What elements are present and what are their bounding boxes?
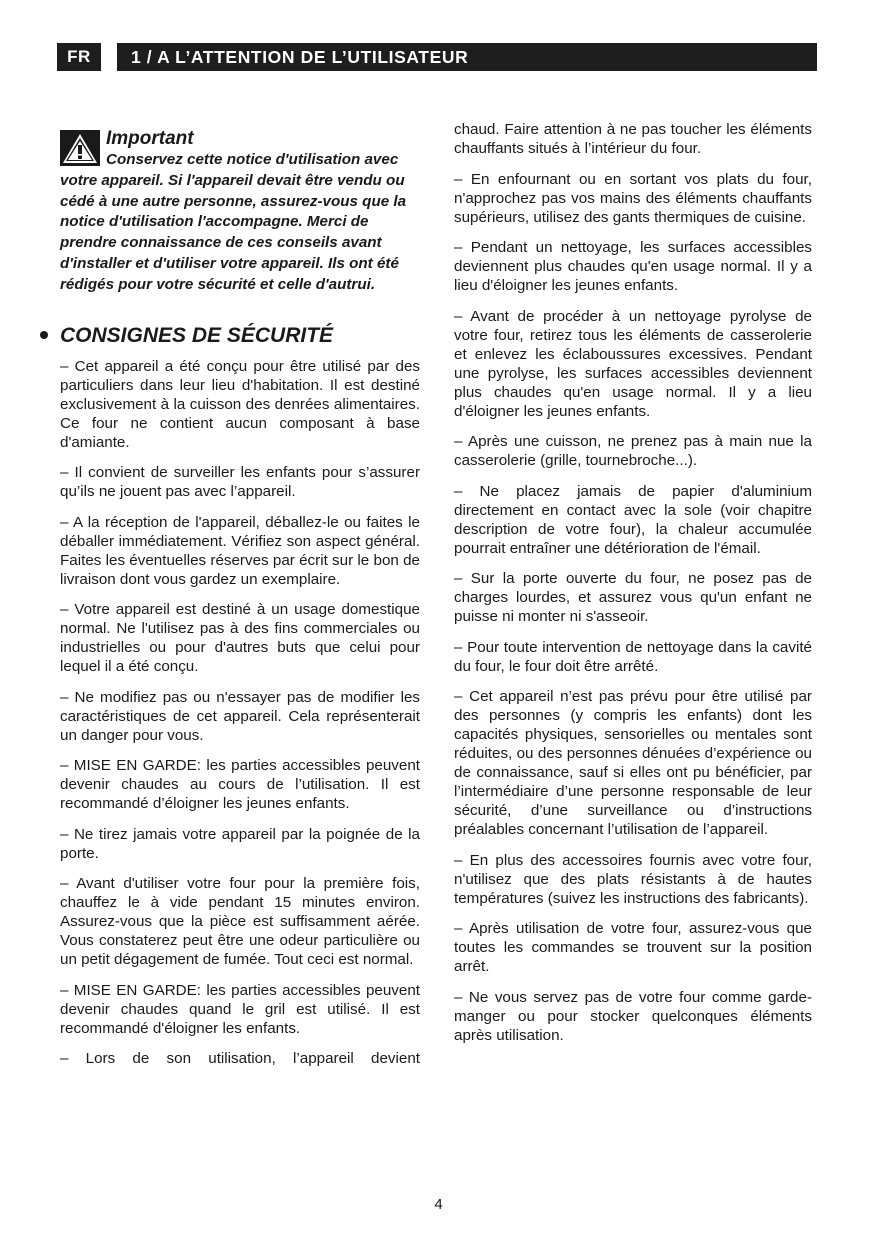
bullet-icon — [40, 331, 48, 339]
paragraph: – A la réception de l'appareil, déballez-le ou faites le déballer immédiatement. Vérifiez son aspect général. Faites les éventuelles réserves par écrit sur le bon de livraison dont vous gardez un exemplaire. — [60, 513, 420, 588]
paragraph: – MISE EN GARDE: les parties accessibles peuvent devenir chaudes quand le gril est utilisé. Il est recommandé d'éloigner les enfants. — [60, 981, 420, 1037]
paragraph: – Cet appareil a été conçu pour être utilisé par des particuliers dans leur lieu d'habitation. Il est destiné exclusivement à la cuisson des denrées alimentaires. Ce four ne contient aucun composant à base d'amiante. — [60, 357, 420, 451]
paragraph: – Ne tirez jamais votre appareil par la poignée de la porte. — [60, 825, 420, 862]
section-title — [40, 323, 420, 347]
paragraph: – Après une cuisson, ne prenez pas à main nue la casserolerie (grille, tournebroche...). — [454, 433, 812, 469]
paragraph: – Avant de procéder à un nettoyage pyrolyse de votre four, retirez tous les éléments de casserolerie et enlevez les éclaboussures excessives. Pendant une pyrolyse, les surfaces accessibles deviennent plus chaudes qu'en usage normal. Il y a lieu d'éloigner les jeunes enfants. — [454, 307, 812, 420]
paragraph: chaud. Faire attention à ne pas toucher les éléments chauffants situés à l’intérieur du four. — [454, 121, 812, 157]
left-paragraphs — [60, 357, 420, 1069]
page-number: 4 — [434, 1196, 443, 1213]
paragraph: – Votre appareil est destiné à un usage domestique normal. Ne l'utilisez pas à des fins commerciales ou industrielles ou pour d'autres buts que celui pour lequel il a été conçu. — [60, 601, 420, 676]
paragraph: – Ne vous servez pas de votre four comme garde-manger ou pour stocker quelconques éléments après utilisation. — [454, 988, 812, 1044]
chapter-title: 1 / A L’ATTENTION DE L’UTILISATEUR — [117, 43, 817, 71]
warning-triangle-icon — [60, 130, 100, 166]
important-text: Conservez cette notice d'utilisation avec votre appareil. Si l'appareil devait être vendu ou cédé à une autre personne, assurez-vous que la notice d'utilisation l'accompagne. Merci de prendre connaissance de ces conseils avant d'installer et d'utiliser votre appareil. Ils ont été rédigés pour votre sécurité et celle d'autrui. — [60, 151, 407, 293]
paragraph: – En enfournant ou en sortant vos plats du four, n'approchez pas vos mains des éléments chauffants supérieurs, utilisez des gants thermiques de cuisine. — [454, 170, 812, 226]
paragraph: – Après utilisation de votre four, assurez-vous que toutes les commandes se trouvent sur la position arrêt. — [454, 920, 812, 975]
paragraph: – Ne modifiez pas ou n'essayer pas de modifier les caractéristiques de cet appareil. Cela représenterait un danger pour vous. — [60, 688, 420, 744]
paragraph: – Ne placez jamais de papier d'aluminium directement en contact avec la sole (voir chapitre description de votre four), la chaleur accumulée pourrait entraîner une détérioration de l'émail. — [454, 482, 812, 557]
paragraph: – Il convient de surveiller les enfants pour s’assurer qu’ils ne jouent pas avec l’appareil. — [60, 464, 420, 501]
important-notice — [60, 120, 420, 296]
right-column — [454, 120, 812, 1056]
left-column — [60, 120, 420, 1080]
paragraph: – MISE EN GARDE: les parties accessibles peuvent devenir chaudes au cours de l’utilisation. Il est recommandé d’éloigner les jeunes enfants. — [60, 757, 420, 813]
paragraph: – En plus des accessoires fournis avec votre four, n'utilisez que des plats résistants à de hautes températures (suivez les instructions des fabricants). — [454, 851, 812, 907]
paragraph: – Pendant un nettoyage, les surfaces accessibles deviennent plus chaudes qu'en usage normal. Il y a lieu d'éloigner les jeunes enfants. — [454, 239, 812, 294]
paragraph: – Cet appareil n’est pas prévu pour être utilisé par des personnes (y compris les enfants) dont les capacités physiques, sensorielles ou mentales sont réduites, ou des personnes dénuées d’expérience ou de connaissance, sauf si elles ont pu bénéficier, par l’intermédiaire d’une personne responsable de leur sécurité, d’une surveillance ou d’instructions préalables concernant l’utilisation de l’appareil. — [454, 688, 812, 838]
language-label: FR — [57, 43, 101, 71]
important-heading: Important — [106, 128, 194, 149]
paragraph: – Lors de son utilisation, l’appareil devient — [60, 1050, 420, 1068]
paragraph: – Sur la porte ouverte du four, ne posez pas de charges lourdes, et assurez vous qu'un enfant ne puisse ni monter ni s'asseoir. — [454, 570, 812, 625]
section-title-text: CONSIGNES DE SÉCURITÉ — [60, 323, 334, 347]
paragraph: – Pour toute intervention de nettoyage dans la cavité du four, le four doit être arrêté. — [454, 638, 812, 675]
page-header — [57, 43, 817, 71]
paragraph: – Avant d'utiliser votre four pour la première fois, chauffez le à vide pendant 15 minutes environ. Assurez-vous que la pièce est suffisamment aérée. Vous constaterez peut être une odeur particulière ou un petit dégagement de fumée. Tout ceci est normal. — [60, 875, 420, 969]
